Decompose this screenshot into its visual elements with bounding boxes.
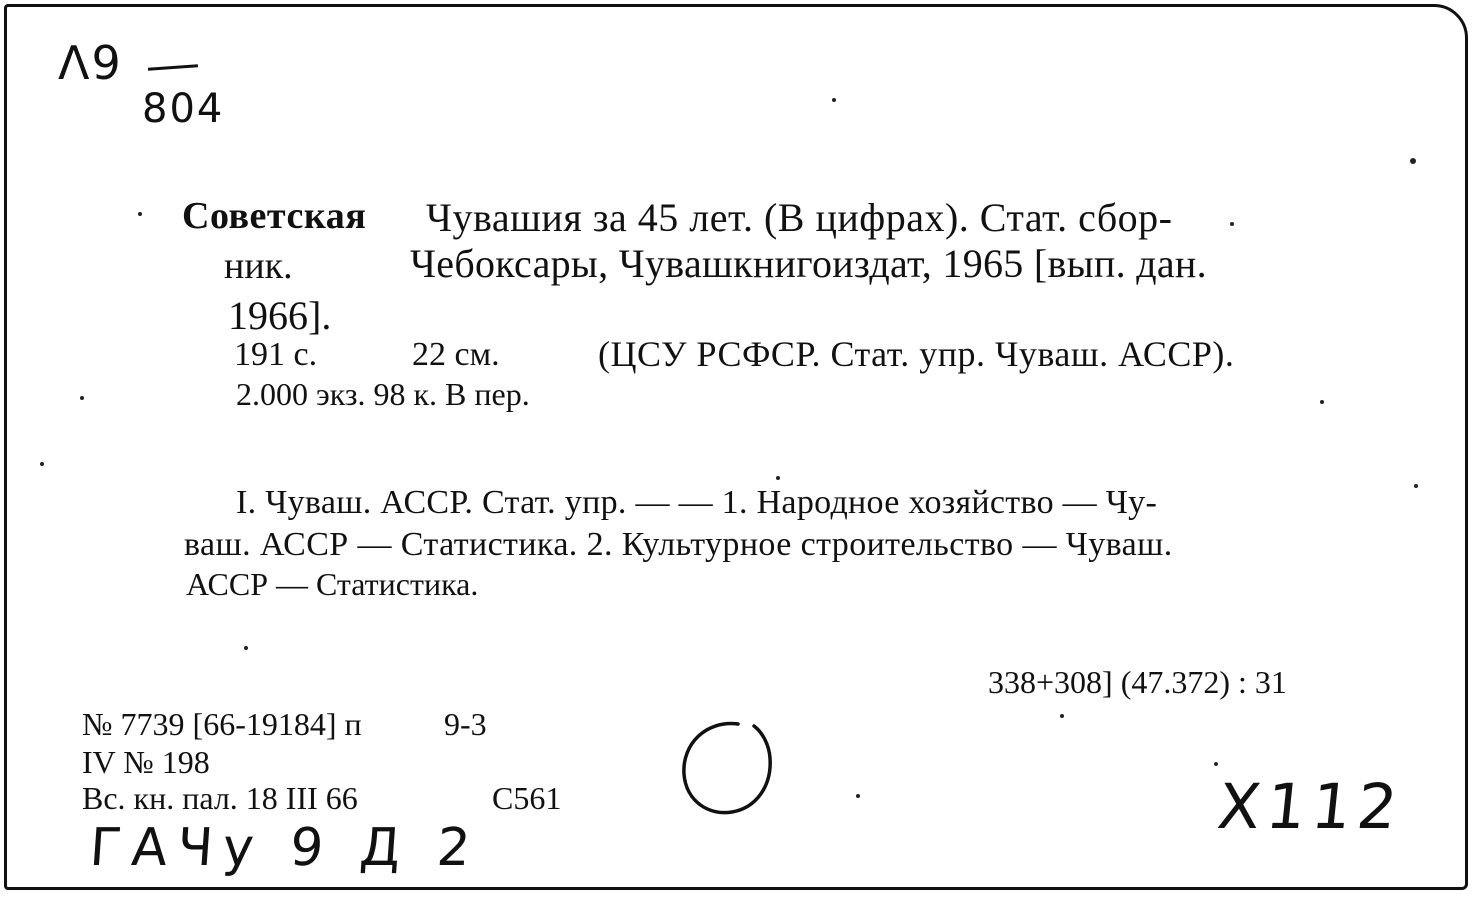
dust-speck <box>856 794 860 798</box>
card-order-code: С561 <box>492 780 562 816</box>
dust-speck <box>1414 484 1418 488</box>
card-issue: IV № 198 <box>82 744 210 780</box>
collation-pages: 191 с. <box>234 336 318 373</box>
dust-speck <box>1320 400 1324 404</box>
classification-index: 338+308] (47.372) : 31 <box>988 664 1287 700</box>
dust-speck <box>1410 158 1416 164</box>
shelfmark-top: Λ9 <box>58 36 123 90</box>
circle-stamp <box>676 716 776 822</box>
dust-speck <box>832 98 836 102</box>
dust-speck <box>40 462 44 466</box>
card-number: № 7739 [66-19184] п <box>82 706 362 742</box>
tracing-line-3: АССР — Статистика. <box>186 566 479 602</box>
shelfmark-bottom: 804 <box>142 86 225 132</box>
handwritten-volume-mark: X112 <box>1214 770 1407 843</box>
dust-speck <box>138 212 142 216</box>
dust-speck <box>244 646 248 650</box>
entry-title-line-3: 1966]. <box>228 293 332 338</box>
entry-title-line-1: Чувашия за 45 лет. (В цифрах). Стат. сбор- <box>426 195 1173 240</box>
entry-heading: Советская <box>182 195 367 237</box>
collation-size: 22 см. <box>412 336 500 373</box>
dust-speck <box>1060 714 1064 718</box>
collation-series: (ЦСУ РСФСР. Стат. упр. Чуваш. АССР). <box>598 334 1235 374</box>
book-chamber-date: Вс. кн. пал. 18 III 66 <box>82 780 358 816</box>
entry-title-line-2a: ник. <box>224 245 293 287</box>
dust-speck <box>1230 222 1234 226</box>
tracing-line-2: ваш. АССР — Статистика. 2. Культурное строительство — Чуваш. <box>184 526 1173 563</box>
dust-speck <box>776 476 780 480</box>
card-code: 9-3 <box>444 706 487 742</box>
handwritten-archive-mark: ГАЧу 9 Д 2 <box>87 818 483 878</box>
entry-imprint: Чебоксары, Чувашкнигоиздат, 1965 [вып. дан. <box>410 241 1207 286</box>
dust-speck <box>1214 762 1218 766</box>
dust-speck <box>80 396 84 400</box>
collation-print-run: 2.000 экз. 98 к. В пер. <box>236 376 530 412</box>
tracing-line-1: I. Чуваш. АССР. Стат. упр. — — 1. Народное хозяйство — Чу- <box>236 484 1158 521</box>
